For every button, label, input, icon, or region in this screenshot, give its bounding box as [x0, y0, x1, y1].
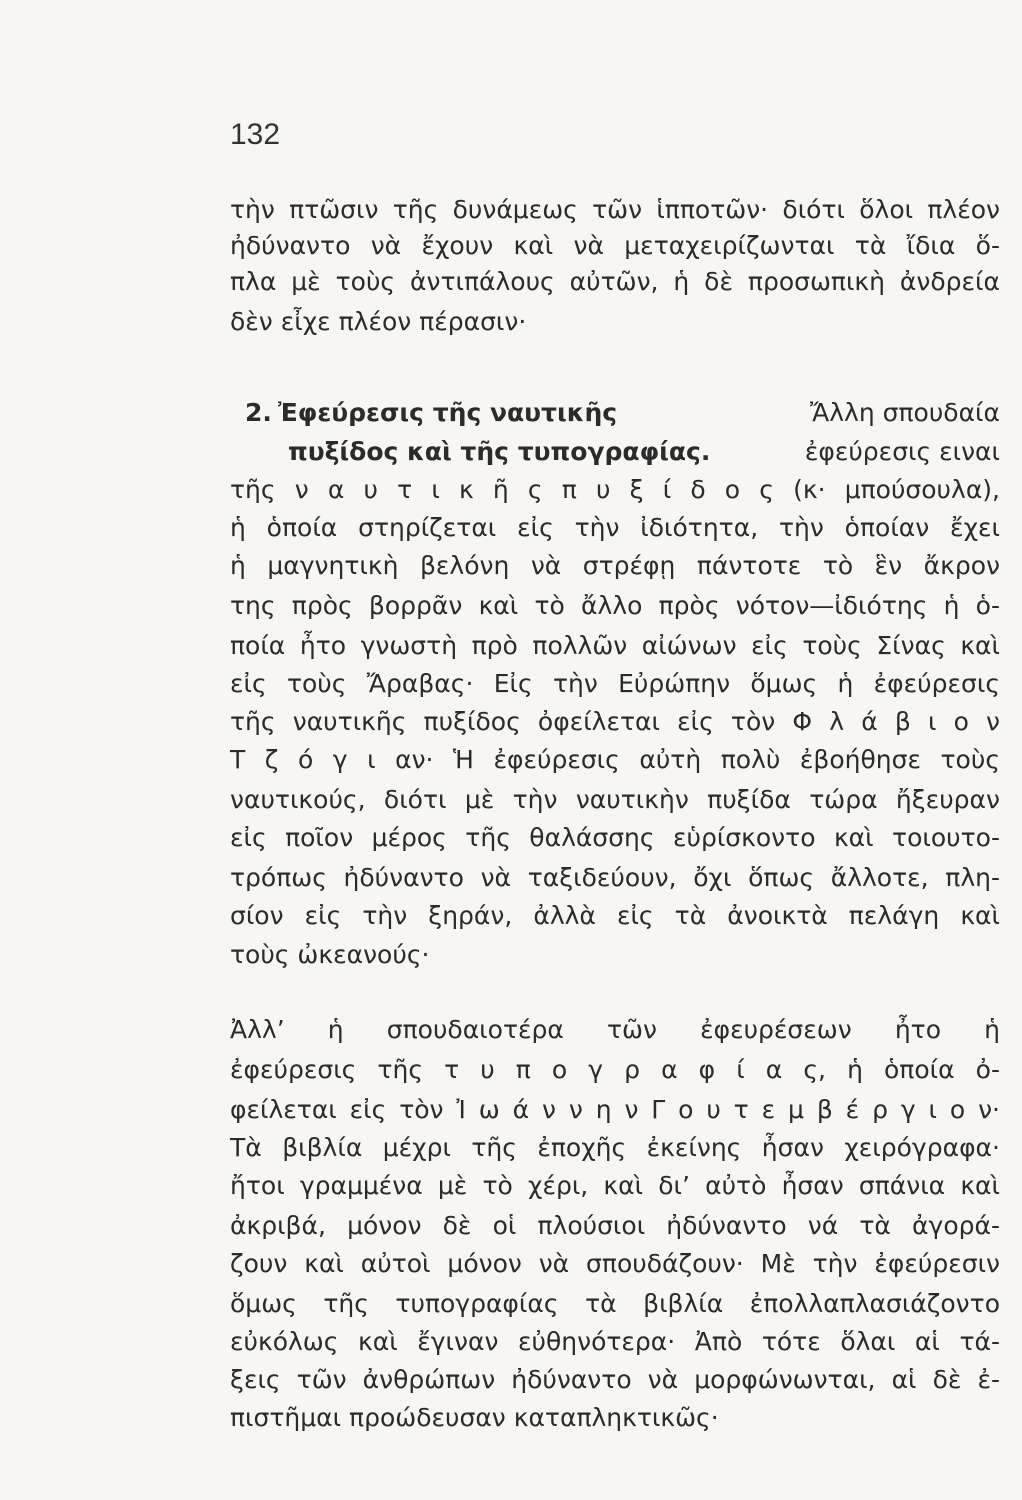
section-line: ἡ ὁποία στηρίζεται εἰς τὴν ἰδιότητα, τὴν ὁποίαν ἔχει: [230, 513, 1000, 542]
section-line: τῆς ν α υ τ ι κ ῆ ς π υ ξ ί δ ο ς (κ· μπούσουλα),: [230, 475, 1000, 504]
paragraph3-line: Ἀλλ’ ἡ σπουδαιοτέρα τῶν ἐφευρέσεων ἦτο ἡ: [230, 1015, 1000, 1044]
paragraph1-line: ἠδύναντο νὰ ἔχουν καὶ νὰ μεταχειρίζωνται τὰ ἴδια ὅ-: [230, 231, 1000, 260]
paragraph1-line: τὴν πτῶσιν τῆς δυνάμεως τῶν ἱπποτῶν· διότι ὅλοι πλέον: [230, 195, 1000, 224]
section-line: εἰς ποῖον μέρος τῆς θαλάσσης εὑρίσκοντο καὶ τοιουτο-: [230, 823, 1000, 852]
section-line: τρόπως ἠδύναντο νὰ ταξιδεύουν, ὄχι ὅπως ἄλλοτε, πλη-: [230, 863, 1000, 892]
section-line: ἡ μαγνητικὴ βελόνη νὰ στρέφῃ πάντοτε τὸ ἓν ἄκρον: [230, 551, 1000, 580]
paragraph3-line: ἐφεύρεσις τῆς τ υ π ο γ ρ α φ ί α ς, ἡ ὁποία ὀ-: [230, 1055, 1000, 1084]
paragraph3-line: Τὰ βιβλία μέχρι τῆς ἐποχῆς ἐκείνης ἦσαν χειρόγραφα·: [230, 1133, 1000, 1162]
section-line: Τ ζ ό γ ι αν· Ἡ ἐφεύρεσις αὐτὴ πολὺ ἐβοήθησε τοὺς: [230, 745, 1000, 774]
paragraph3-line: πιστῆμαι προώδευσαν καταπληκτικῶς·: [230, 1403, 719, 1432]
paragraph3-line: ξεις τῶν ἀνθρώπων ἠδύναντο νὰ μορφώνωνται, αἱ δὲ ἐ-: [230, 1365, 1000, 1394]
paragraph1-line: δὲν εἶχε πλέον πέρασιν·: [230, 307, 527, 336]
paragraph1-line: πλα μὲ τοὺς ἀντιπάλους αὐτῶν, ἡ δὲ προσωπικὴ ἀνδρεία: [230, 267, 1000, 296]
page-number: 132: [230, 118, 281, 151]
paragraph3-line: ἀκριβά, μόνον δὲ οἱ πλούσιοι ἠδύναντο νά τὰ ἀγορά-: [230, 1211, 1000, 1240]
section-line: τοὺς ὠκεανούς·: [230, 940, 430, 969]
paragraph3-line: εὐκόλως καὶ ἔγιναν εὐθηνότερα· Ἀπὸ τότε ὅλαι αἱ τά-: [230, 1327, 1000, 1356]
section-text: ἐφεύρεσις ειναι: [804, 437, 1000, 466]
section-line: τῆς ναυτικῆς πυξίδος ὀφείλεται εἰς τὸν Φ λ ά β ι ο ν: [230, 707, 1000, 736]
paragraph3-line: ἤτοι γραμμένα μὲ τὸ χέρι, καὶ δι’ αὐτὸ ἦσαν σπάνια καὶ: [230, 1171, 1000, 1200]
section-line: εἰς τοὺς Ἄραβας· Εἰς τὴν Εὐρώπην ὅμως ἡ ἐφεύρεσις: [230, 669, 1000, 698]
section-number: 2.: [245, 398, 272, 427]
paragraph3-line: ὅμως τῆς τυπογραφίας τὰ βιβλία ἐπολλαπλασιάζοντο: [230, 1289, 1000, 1318]
section-line: σίον εἰς τὴν ξηράν, ἀλλὰ εἰς τὰ ἀνοικτὰ πελάγη καὶ: [230, 901, 1000, 930]
section-heading: πυξίδος καὶ τῆς τυπογραφίας.: [288, 437, 711, 466]
section-line: της πρὸς βορρᾶν καὶ τὸ ἄλλο πρὸς νότον—ἰδιότης ἡ ὁ-: [230, 591, 1000, 620]
section-line: ποία ἦτο γνωστὴ πρὸ πολλῶν αἰώνων εἰς τοὺς Σίνας καὶ: [230, 631, 1000, 660]
section-line: ναυτικούς, διότι μὲ τὴν ναυτικὴν πυξίδα τώρα ἤξευραν: [230, 785, 1000, 814]
paragraph3-line: φείλεται εἰς τὸν Ἰ ω ά ν ν η ν Γ ο υ τ ε μ β έ ρ γ ι ο ν·: [230, 1095, 1000, 1124]
paragraph3-line: ζουν καὶ αὐτοὶ μόνον νὰ σπουδάζουν· Μὲ τὴν ἐφεύρεσιν: [230, 1249, 1000, 1278]
section-text-start: Ἄλλη σπουδαία: [810, 398, 1000, 427]
section-heading: Ἐφεύρεσις τῆς ναυτικῆς: [278, 398, 618, 427]
